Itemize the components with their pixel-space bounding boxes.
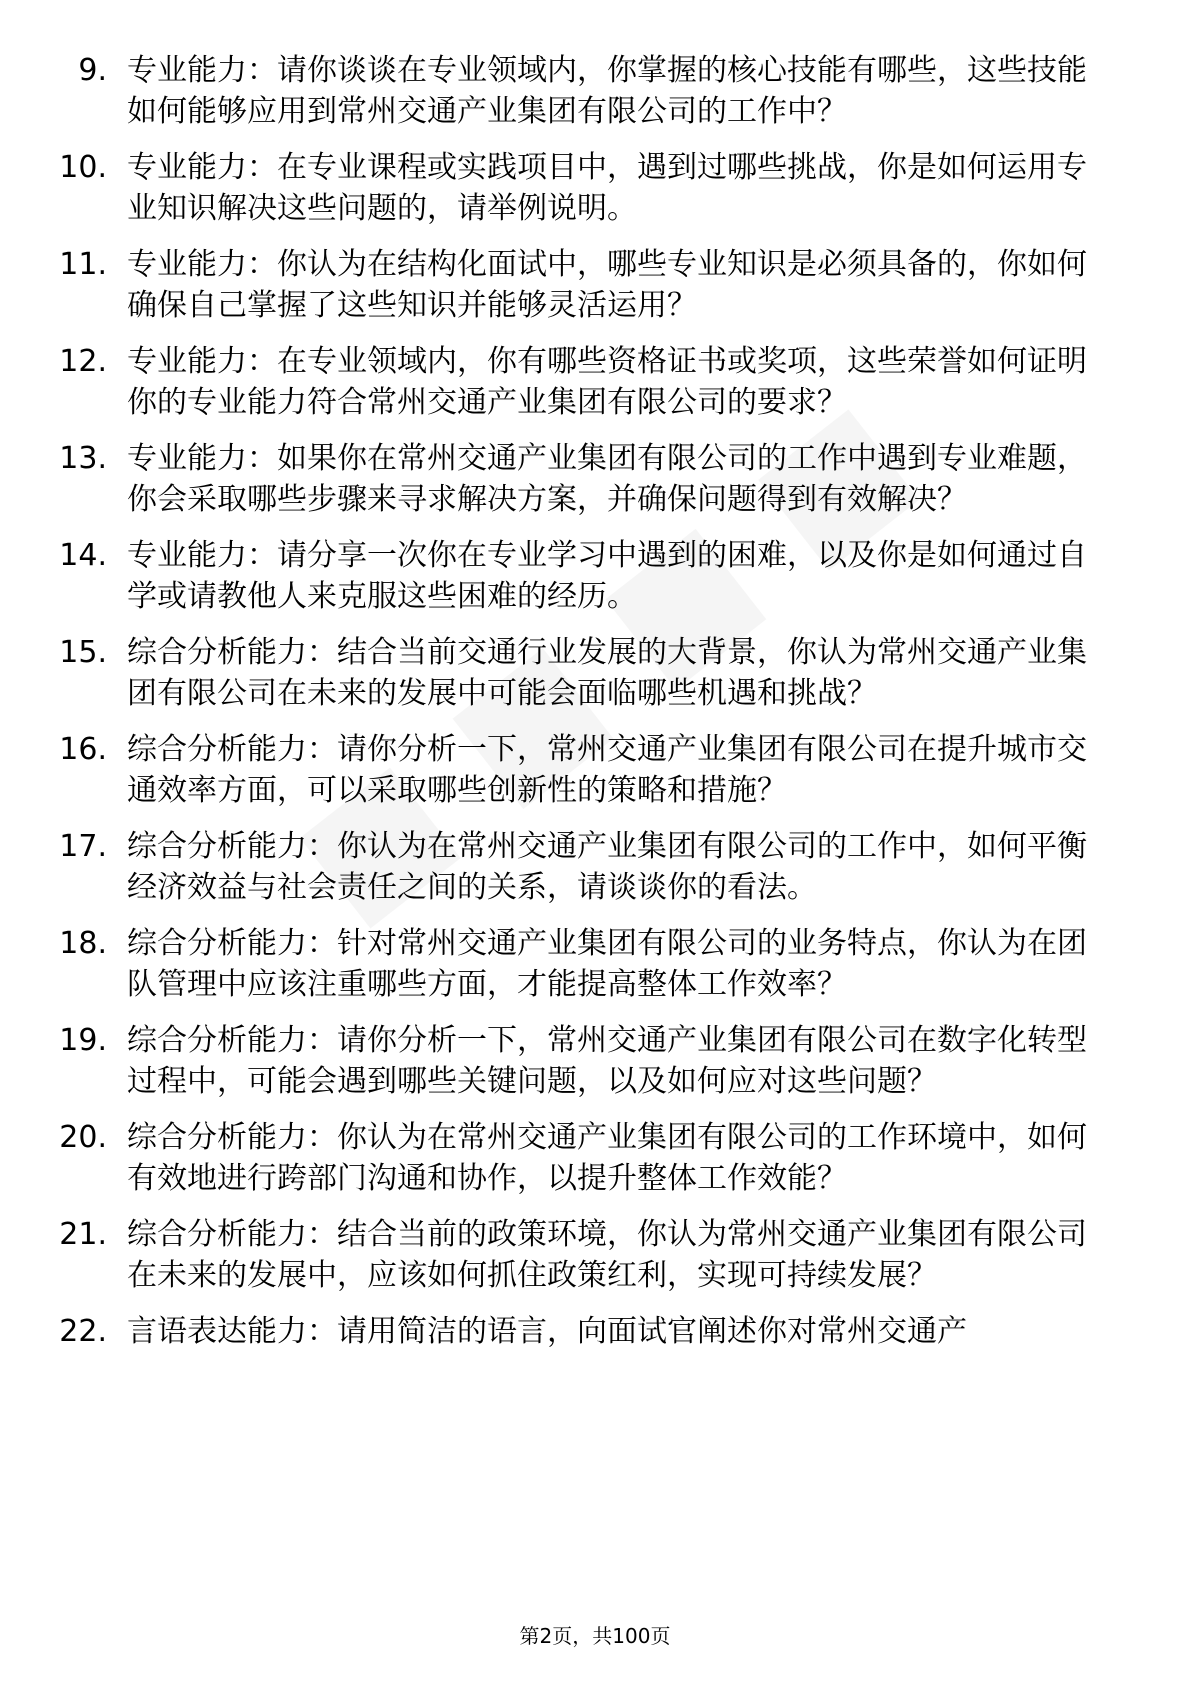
- question-text: 专业能力：你认为在结构化面试中，哪些专业知识是必须具备的，你如何确保自己掌握了这些知识并能够灵活运用？: [127, 247, 1087, 323]
- page-number-label: 第2页，共100页: [519, 1624, 671, 1648]
- question-item: [0, 438, 1190, 520]
- question-item: [0, 1214, 1190, 1296]
- question-text: 综合分析能力：你认为在常州交通产业集团有限公司的工作中，如何平衡经济效益与社会责任之间的关系，请谈谈你的看法。: [127, 829, 1087, 905]
- question-text: 综合分析能力：结合当前的政策环境，你认为常州交通产业集团有限公司在未来的发展中，应该如何抓住政策红利，实现可持续发展？: [127, 1217, 1087, 1293]
- question-number: 18.: [59, 926, 107, 961]
- question-text: 专业能力：请分享一次你在专业学习中遇到的困难，以及你是如何通过自学或请教他人来克服这些困难的经历。: [127, 538, 1087, 614]
- question-item: [0, 244, 1190, 326]
- question-number: 12.: [59, 344, 107, 379]
- question-item: [0, 826, 1190, 908]
- question-text: 综合分析能力：针对常州交通产业集团有限公司的业务特点，你认为在团队管理中应该注重哪些方面，才能提高整体工作效率？: [127, 926, 1087, 1002]
- question-number: 15.: [59, 635, 107, 670]
- question-text: 专业能力：如果你在常州交通产业集团有限公司的工作中遇到专业难题，你会采取哪些步骤来寻求解决方案，并确保问题得到有效解决？: [127, 441, 1087, 517]
- question-text: 专业能力：在专业领域内，你有哪些资格证书或奖项，这些荣誉如何证明你的专业能力符合常州交通产业集团有限公司的要求？: [127, 344, 1087, 420]
- question-item: [0, 341, 1190, 423]
- question-item: [0, 729, 1190, 811]
- question-text: 言语表达能力：请用简洁的语言，向面试官阐述你对常州交通产: [127, 1314, 967, 1349]
- question-number: 22.: [59, 1314, 107, 1349]
- question-text: 综合分析能力：结合当前交通行业发展的大背景，你认为常州交通产业集团有限公司在未来的发展中可能会面临哪些机遇和挑战？: [127, 635, 1087, 711]
- question-item: [0, 632, 1190, 714]
- question-item: [0, 923, 1190, 1005]
- question-text: 综合分析能力：请你分析一下，常州交通产业集团有限公司在提升城市交通效率方面，可以采取哪些创新性的策略和措施？: [127, 732, 1087, 808]
- question-number: 21.: [59, 1217, 107, 1252]
- question-number: 13.: [59, 441, 107, 476]
- question-number: 16.: [59, 732, 107, 767]
- question-number: 9.: [78, 53, 107, 88]
- question-text: 专业能力：在专业课程或实践项目中，遇到过哪些挑战，你是如何运用专业知识解决这些问题的，请举例说明。: [127, 150, 1087, 226]
- question-item: [0, 50, 1190, 132]
- question-text: 综合分析能力：你认为在常州交通产业集团有限公司的工作环境中，如何有效地进行跨部门沟通和协作，以提升整体工作效能？: [127, 1120, 1087, 1196]
- question-number: 11.: [59, 247, 107, 282]
- question-text: 综合分析能力：请你分析一下，常州交通产业集团有限公司在数字化转型过程中，可能会遇到哪些关键问题，以及如何应对这些问题？: [127, 1023, 1087, 1099]
- question-number: 10.: [59, 150, 107, 185]
- question-item: [0, 147, 1190, 229]
- question-number: 14.: [59, 538, 107, 573]
- question-list: [0, 50, 1190, 1367]
- question-item: [0, 535, 1190, 617]
- question-number: 17.: [59, 829, 107, 864]
- question-number: 20.: [59, 1120, 107, 1155]
- question-number: 19.: [59, 1023, 107, 1058]
- page-footer: [0, 1622, 1190, 1650]
- question-item: [0, 1311, 1190, 1352]
- question-item: [0, 1117, 1190, 1199]
- question-item: [0, 1020, 1190, 1102]
- question-text: 专业能力：请你谈谈在专业领域内，你掌握的核心技能有哪些，这些技能如何能够应用到常州交通产业集团有限公司的工作中？: [127, 53, 1087, 129]
